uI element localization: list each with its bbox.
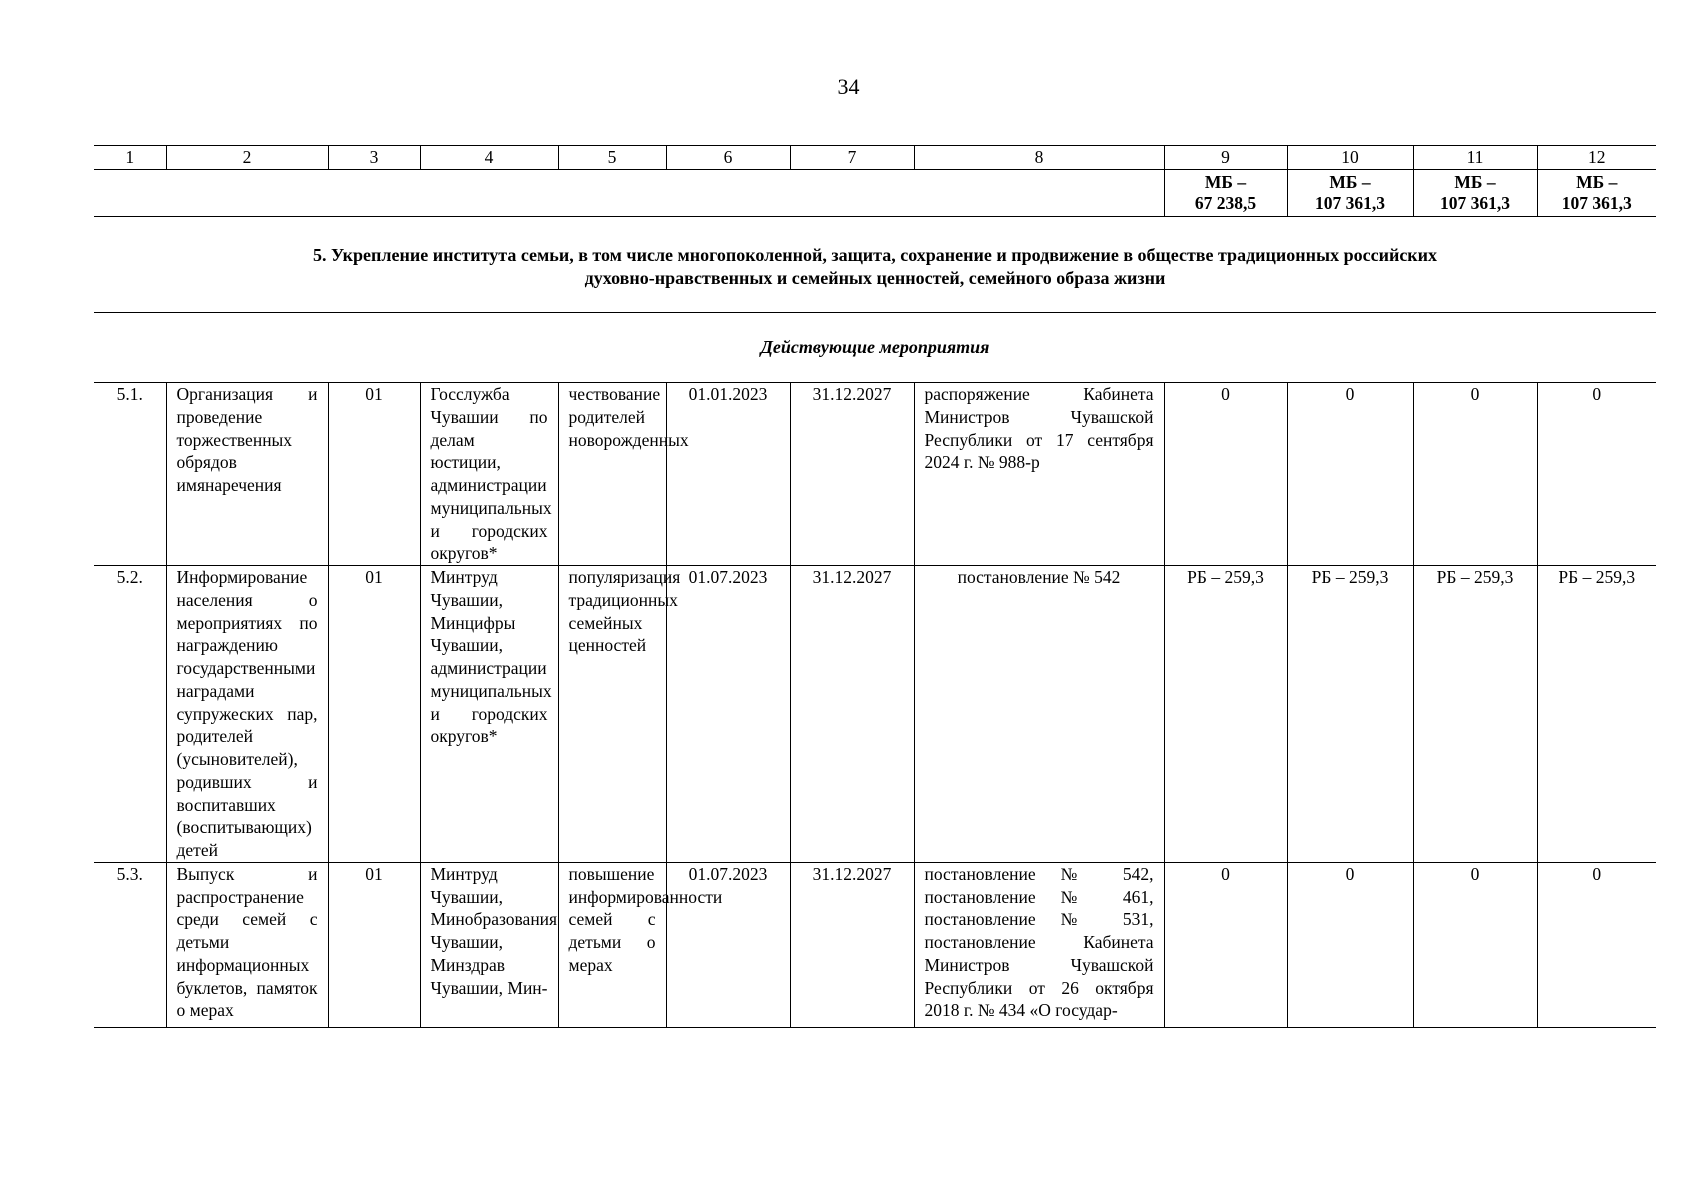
funding-value: 0: [1164, 862, 1287, 1027]
mb-total-row: [94, 169, 1656, 216]
code: 01: [328, 383, 420, 566]
measure-name: Выпуск и распространение среди семей с детьми информационных буклетов, памяток о мерах: [166, 862, 328, 1027]
table-row: [94, 566, 1656, 863]
funding-value: РБ – 259,3: [1413, 566, 1537, 863]
row-number: 5.3.: [94, 862, 166, 1027]
funding-value: 0: [1537, 383, 1656, 566]
column-number: 4: [420, 146, 558, 170]
funding-value: 0: [1537, 862, 1656, 1027]
funding-value: 0: [1287, 862, 1413, 1027]
funding-value: РБ – 259,3: [1287, 566, 1413, 863]
column-number: 7: [790, 146, 914, 170]
funding-value: 0: [1164, 383, 1287, 566]
legal-document: постановление № 542: [914, 566, 1164, 863]
executor: Госслужба Чувашии по делам юстиции, администрации муниципальных и городских округов*: [420, 383, 558, 566]
row-number: 5.1.: [94, 383, 166, 566]
row-number: 5.2.: [94, 566, 166, 863]
mb-value: МБ – 107 361,3: [1287, 169, 1413, 216]
measure-name: Организация и проведение торжественных обрядов имянаречения: [166, 383, 328, 566]
funding-value: 0: [1413, 383, 1537, 566]
measure-name: Информирование населения о мероприятиях по награждению государственными наградами супружеских пар, родителей (усыновителей), родивших и воспитавших (воспитывающих) детей: [166, 566, 328, 863]
column-number: 2: [166, 146, 328, 170]
column-number: 6: [666, 146, 790, 170]
column-number: 8: [914, 146, 1164, 170]
mb-value: МБ – 67 238,5: [1164, 169, 1287, 216]
legal-document: распоряжение Кабинета Министров Чувашской Республики от 17 сентября 2024 г. № 988-р: [914, 383, 1164, 566]
table-row: [94, 383, 1656, 566]
column-number: 3: [328, 146, 420, 170]
start-date: 01.07.2023: [666, 566, 790, 863]
section-title-line: 5. Укрепление института семьи, в том числе многопоколенной, защита, сохранение и продвижение в обществе традиционных российских: [312, 245, 1438, 265]
column-number: 12: [1537, 146, 1656, 170]
column-number: 1: [94, 146, 166, 170]
funding-value: РБ – 259,3: [1164, 566, 1287, 863]
column-number: 11: [1413, 146, 1537, 170]
legal-document: постановление № 542, постановление № 461, постановление № 531, постановление Кабинета Министров Чувашской Республики от 26 октября 2018 г. № 434 «О государ-: [914, 862, 1164, 1027]
column-number: 10: [1287, 146, 1413, 170]
section-title-line: духовно-нравственных и семейных ценностей, семейного образа жизни: [584, 268, 1166, 289]
result: чествование родителей новорожденных: [558, 383, 666, 566]
page-number: 34: [837, 74, 860, 99]
mb-value: МБ – 107 361,3: [1413, 169, 1537, 216]
executor: Минтруд Чувашии, Минцифры Чувашии, администрации муниципальных и городских округов*: [420, 566, 558, 863]
end-date: 31.12.2027: [790, 383, 914, 566]
table-row: [94, 862, 1656, 1027]
end-date: 31.12.2027: [790, 862, 914, 1027]
column-number-row: [94, 146, 1656, 170]
table-header: [94, 145, 1656, 217]
funding-value: 0: [1287, 383, 1413, 566]
result: повышение информированности семей с детьми о мерах: [558, 862, 666, 1027]
code: 01: [328, 862, 420, 1027]
mb-value: МБ – 107 361,3: [1537, 169, 1656, 216]
column-number: 5: [558, 146, 666, 170]
end-date: 31.12.2027: [790, 566, 914, 863]
divider: [94, 312, 1656, 313]
funding-value: РБ – 259,3: [1537, 566, 1656, 863]
measures-table: [94, 382, 1656, 1028]
result: популяризация традиционных семейных ценностей: [558, 566, 666, 863]
funding-value: 0: [1413, 862, 1537, 1027]
executor: Минтруд Чувашии, Минобразования Чувашии, Минздрав Чувашии, Мин-: [420, 862, 558, 1027]
code: 01: [328, 566, 420, 863]
subheading: Действующие мероприятия: [760, 337, 990, 357]
empty-cell: [94, 169, 1164, 216]
start-date: 01.07.2023: [666, 862, 790, 1027]
column-number: 9: [1164, 146, 1287, 170]
section-title: [94, 244, 1656, 291]
start-date: 01.01.2023: [666, 383, 790, 566]
